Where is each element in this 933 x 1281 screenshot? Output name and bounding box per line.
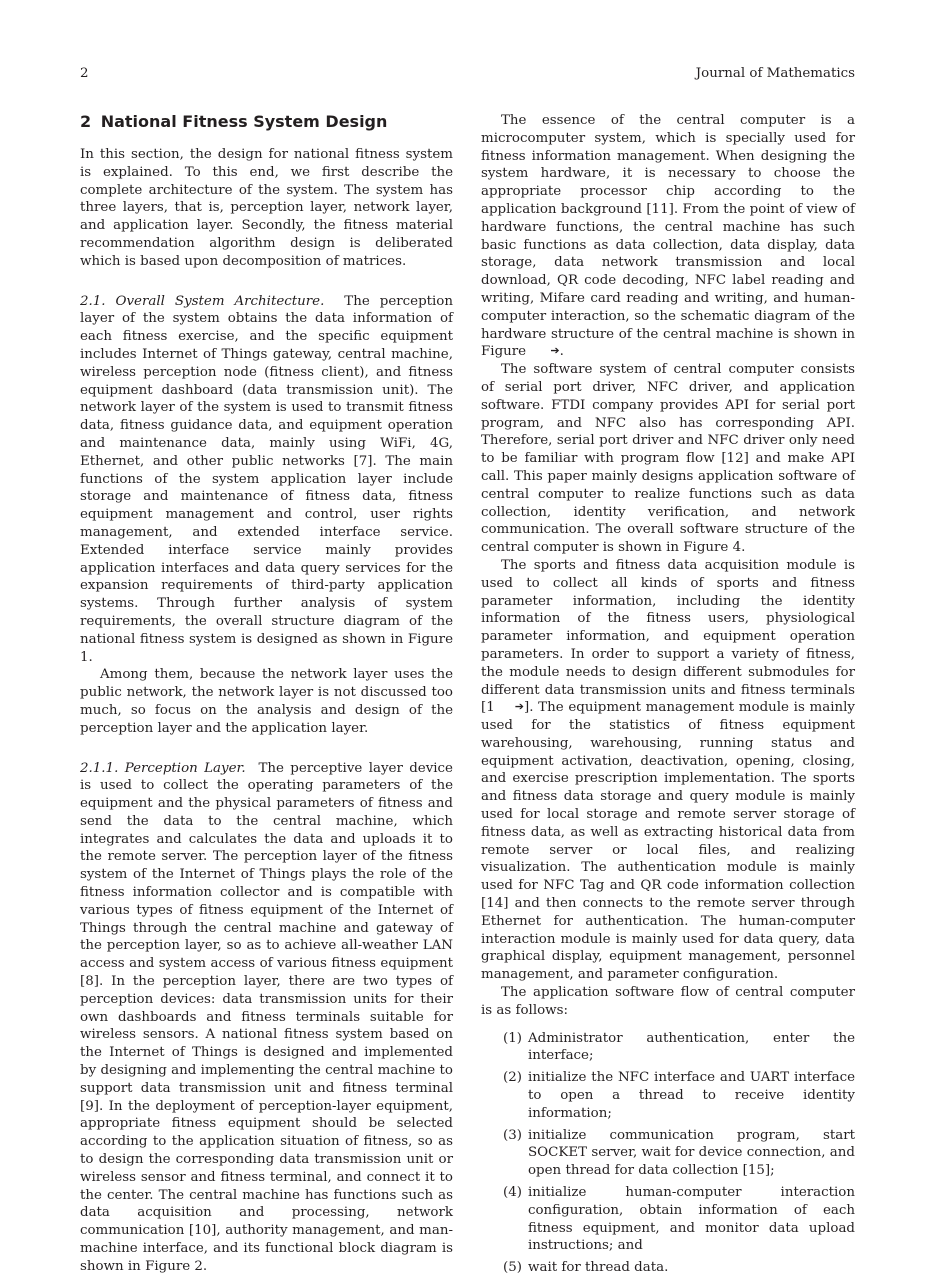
list-item-number: (4): [503, 1185, 522, 1201]
right-paragraph-2: The software system of central computer consists of serial port driver, NFC driver, and application software. FTDI company provides API for serial port program, and NFC also has corresponding API. Therefore, serial port driver and NFC driver only need to be familiar with program flow [12] and make API call. This paper mainly designs application software of central computer to realize functions such as data collection, identity verification, and network communication. The overall software structure of the central computer is shown in Figure 4.: [481, 362, 855, 556]
list-item: [481, 1184, 855, 1255]
list-item-number: (2): [503, 1070, 522, 1086]
right-paragraph-1-text: The essence of the central computer is a microcomputer system, which is specially used for fitness information management. When designing the system hardware, it is necessary to choose the appropriate processor chip according to the application background [11]. From the point of view of hardware functions, the central machine has such basic functions as data collection, data display, data storage, data network transmission and local download, QR code decoding, NFC label reading and writing, Mifare card reading and writing, and human-computer interaction, so the schematic diagram of the hardware structure of the central machine is shown in Figure: [481, 113, 855, 360]
subsection-2-1-1-text: The perceptive layer device is used to collect the operating parameters of the equipment and the physical parameters of fitness and send the data to the central machine, which integrates and calculates the data and uploads it to the remote server. The perception layer of the fitness system of the Internet of Things plays the role of the fitness information collector and is compatible with various types of fitness equipment of the Internet of Things through the central machine and gateway of the perception layer, so as to achieve all-weather LAN access and system access of various fitness equipment [8]. In the perception layer, there are two types of perception devices: data transmission units for their own dashboards and fitness terminals suitable for wireless sensors. A national fitness system based on the Internet of Things is designed and implemented by designing and implementing the central machine to support data transmission unit and fitness terminal [9]. In the deployment of perception-layer equipment, appropriate fitness equipment should be selected according to the application situation of fitness, so as to design the corresponding data transmission unit or wireless sensor and fitness terminal, and connect it to the center. The central machine has functions such as data acquisition and processing, network communication [10], authority management, and man-machine interface, and its functional block diagram is shown in Figure 2.: [80, 760, 453, 1274]
list-item: [481, 1259, 855, 1277]
section-title: National Fitness System Design: [100, 112, 388, 131]
right-column: [481, 112, 855, 1281]
subsection-2-1-1-heading: 2.1.1. Perception Layer.: [80, 760, 246, 776]
page-number: 2: [80, 66, 89, 81]
right-paragraph-1-end: .: [559, 344, 564, 360]
right-paragraph-3: [481, 557, 855, 984]
right-paragraph-3-rest: ]. The equipment management module is mainly used for the statistics of fitness equipment warehousing, warehousing, running status and equipment activation, deactivation, opening, closing, and exercise prescription implementation. The sports and fitness data storage and query module is mainly used for local storage and remote server storage of fitness data, as well as extracting historical data from remote server or local files, and realizing visualization. The authentication module is mainly used for NFC Tag and QR code information collection [14] and then connects to the remote server through Ethernet for authentication. The human-computer interaction module is mainly used for data query, data graphical display, equipment management, personnel management, and parameter configuration.: [481, 700, 855, 983]
list-item: [481, 1030, 855, 1066]
right-paragraph-3-text: The sports and fitness data acquisition module is used to collect all kinds of sports and fitness parameter information, including the identity information of the fitness users, physiological parameter information, and equipment operation parameters. In order to support a variety of fitness, the module needs to design different submodules for different data transmission units and fitness terminals [1: [481, 557, 855, 716]
subsection-2-1-paragraph: [80, 293, 453, 667]
left-column: [80, 112, 453, 1276]
subsection-2-1-text: The perception layer of the system obtains the data information of each fitness exercise, and the specific equipment includes Internet of Things gateway, central machine, wireless perception node (fitness client), and fitness equipment dashboard (data transmission unit). The network layer of the system is used to transmit fitness data, fitness guidance data, and equipment operation and maintenance data, mainly using WiFi, 4G, Ethernet, and other public networks [7]. The main functions of the system application layer include storage and maintenance of fitness data, fitness equipment management and control, user rights management, and extended interface service. Extended interface service mainly provides application interfaces and data query services for the expansion requirements of third-party application systems. Through further analysis of system requirements, the overall structure diagram of the national fitness system is designed as shown in Figure 1.: [80, 293, 453, 665]
software-flow-list: [481, 1030, 855, 1277]
subsection-2-1-paragraph-2: Among them, because the network layer uses the public network, the network layer is not discussed too much, so focus on the analysis and design of the perception layer and the application layer.: [80, 667, 453, 736]
section-intro: In this section, the design for national fitness system is explained. To this end, we first describe the complete architecture of the system. The system has three layers, that is, perception layer, network layer, and application layer. Secondly, the fitness material recommendation algorithm design is deliberated which is based upon decomposition of matrices.: [80, 147, 453, 269]
list-item-text: initialize communication program, start SOCKET server, wait for device connection, and open thread for data collection [15];: [528, 1127, 855, 1179]
list-item: [481, 1127, 855, 1180]
list-item-number: (1): [503, 1030, 522, 1046]
arrow-icon: ➔: [550, 344, 560, 358]
right-paragraph-4: The application software flow of central computer is as follows:: [481, 985, 855, 1018]
list-item-number: (3): [503, 1127, 522, 1143]
page-header: [80, 66, 855, 86]
list-item-text: initialize human-computer interaction configuration, obtain information of each fitness equipment, and monitor data upload instructions; and: [528, 1185, 855, 1254]
list-item-text: Administrator authentication, enter the interface;: [528, 1030, 855, 1064]
list-item-text: wait for thread data.: [528, 1260, 669, 1276]
arrow-icon: ➔: [514, 700, 524, 714]
section-heading: [80, 112, 453, 132]
list-item-text: initialize the NFC interface and UART interface to open a thread to receive identity information;: [528, 1070, 855, 1121]
subsection-2-1-heading: 2.1. Overall System Architecture.: [80, 293, 325, 309]
subsection-2-1-1-paragraph: [80, 760, 453, 1276]
journal-name: Journal of Mathematics: [695, 66, 855, 81]
right-paragraph-1: [481, 112, 855, 361]
list-item-number: (5): [503, 1260, 522, 1276]
section-number: 2: [80, 112, 92, 131]
list-item: [481, 1069, 855, 1122]
